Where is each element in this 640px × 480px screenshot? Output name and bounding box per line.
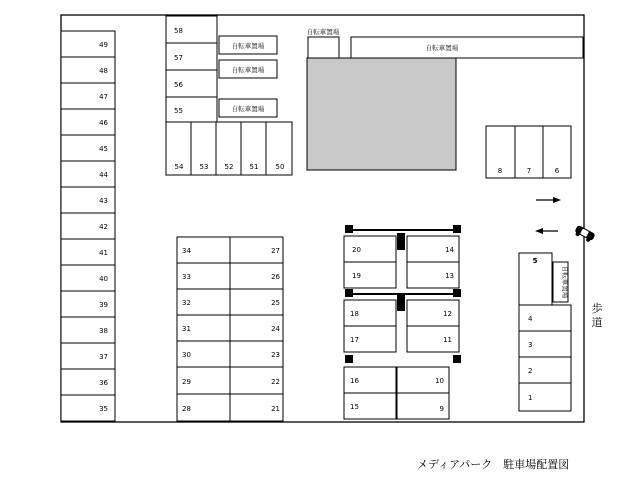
stall-number: 46 xyxy=(99,119,108,127)
stall-number: 19 xyxy=(352,272,361,280)
stall-number: 39 xyxy=(99,301,108,309)
stall-number: 6 xyxy=(554,167,560,175)
stall-number: 38 xyxy=(99,327,108,335)
post xyxy=(397,294,405,311)
stall-number: 29 xyxy=(182,378,191,386)
stall-number: 9 xyxy=(439,405,444,413)
bike-parking-box xyxy=(351,37,583,58)
stall-number: 32 xyxy=(182,299,191,307)
stall-4 xyxy=(519,305,571,331)
top-block xyxy=(166,16,292,175)
stall-number: 14 xyxy=(445,246,454,254)
stall-number: 41 xyxy=(99,249,108,257)
stall-number: 5 xyxy=(532,257,538,265)
stall-number: 50 xyxy=(275,163,285,171)
stall-number: 45 xyxy=(99,145,108,153)
stall-number: 36 xyxy=(99,379,108,387)
stall-number: 52 xyxy=(224,163,234,171)
stall-number: 48 xyxy=(99,67,108,75)
stall-number: 40 xyxy=(99,275,108,283)
stall-number: 47 xyxy=(99,93,108,101)
post xyxy=(345,289,353,297)
stall-number: 16 xyxy=(350,377,359,385)
stall-number: 4 xyxy=(528,315,533,323)
stall-number: 53 xyxy=(199,163,209,171)
stall-number: 17 xyxy=(350,336,359,344)
stall-number: 42 xyxy=(99,223,108,231)
stall-number: 55 xyxy=(174,107,183,115)
stall-number: 35 xyxy=(99,405,108,413)
center-block-a xyxy=(344,225,461,288)
walkway-label-char: 道 xyxy=(591,316,603,329)
post xyxy=(453,355,461,363)
stall-3 xyxy=(519,331,571,357)
stall-number: 10 xyxy=(435,377,444,385)
stall-number: 54 xyxy=(174,163,184,171)
top-right-stalls xyxy=(486,126,571,178)
stall-number: 7 xyxy=(526,167,532,175)
stall-number: 49 xyxy=(99,41,108,49)
stall-number: 33 xyxy=(182,273,191,281)
stall-number: 51 xyxy=(249,163,259,171)
stall-number: 56 xyxy=(174,81,183,89)
bike-parking-label: 自転車置場 xyxy=(231,66,265,74)
stall-number: 25 xyxy=(271,299,280,307)
stall-number: 15 xyxy=(350,403,359,411)
arrow-left-icon xyxy=(535,228,558,234)
bike-parking-label: 自転車置場 xyxy=(306,28,340,36)
middle-block xyxy=(177,237,283,421)
post xyxy=(453,289,461,297)
stall-number: 8 xyxy=(497,167,503,175)
stall-number: 20 xyxy=(352,246,361,254)
post xyxy=(453,225,461,233)
stall-number: 13 xyxy=(445,272,454,280)
stall-number: 57 xyxy=(174,54,183,62)
post xyxy=(345,355,353,363)
walkway-label xyxy=(592,302,603,329)
stall-number: 1 xyxy=(528,394,533,402)
stall-number: 2 xyxy=(528,367,533,375)
right-column xyxy=(519,253,571,411)
walkway-label-char: 歩 xyxy=(591,302,603,315)
stall-number: 27 xyxy=(271,247,280,255)
stall-number: 44 xyxy=(99,171,108,179)
arrow-right-icon xyxy=(536,197,561,203)
left-column xyxy=(61,31,115,421)
stall-number: 58 xyxy=(174,27,183,35)
stall-number: 30 xyxy=(182,351,191,359)
stall-number: 26 xyxy=(271,273,280,281)
bike-parking-box xyxy=(308,37,339,58)
stall-number: 23 xyxy=(271,351,280,359)
center-block-b xyxy=(344,289,461,363)
stall-number: 18 xyxy=(350,310,359,318)
stall-1 xyxy=(519,383,571,411)
stall-number: 11 xyxy=(443,336,452,344)
bike-parking-label: 自転車置場 xyxy=(561,265,569,299)
stall-number: 22 xyxy=(271,378,280,386)
stall-number: 43 xyxy=(99,197,108,205)
building xyxy=(307,58,456,170)
bike-parking-label: 自転車置場 xyxy=(231,42,265,50)
stall-number: 28 xyxy=(182,405,191,413)
map-title: メディアパーク 駐車場配置図 xyxy=(417,458,570,471)
stall-number: 21 xyxy=(271,405,280,413)
stall-2 xyxy=(519,357,571,383)
bike-parking-label: 自転車置場 xyxy=(231,105,265,113)
post xyxy=(345,225,353,233)
stall-number: 34 xyxy=(182,247,191,255)
stall-number: 37 xyxy=(99,353,108,361)
bike-parking-label: 自転車置場 xyxy=(425,44,459,52)
stall-number: 31 xyxy=(182,325,191,333)
stall-number: 24 xyxy=(271,325,280,333)
post xyxy=(397,233,405,250)
center-block-c xyxy=(344,367,449,419)
stall-number: 3 xyxy=(528,341,533,349)
stall-number: 12 xyxy=(443,310,452,318)
